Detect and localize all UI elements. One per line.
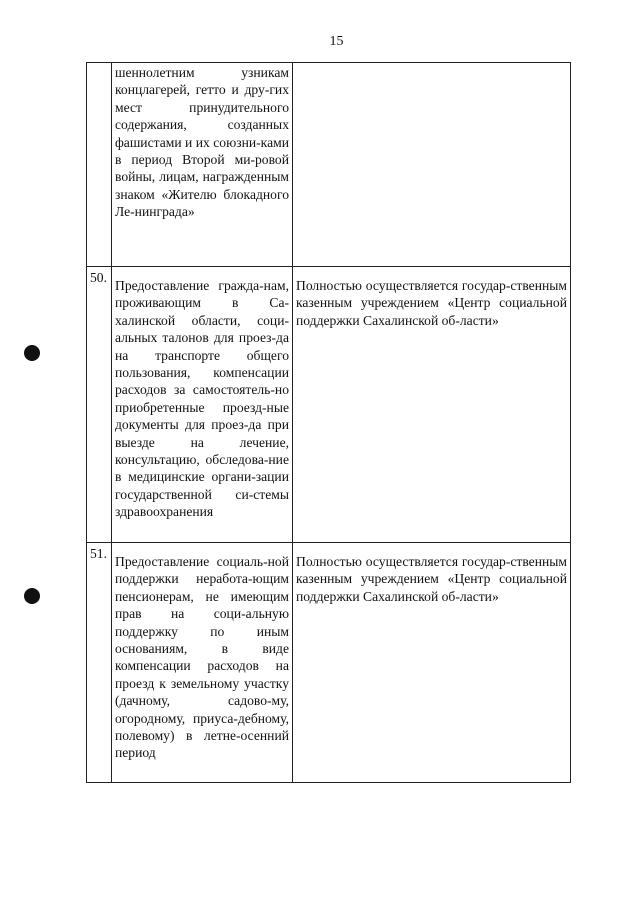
row-number-cell [87,63,112,267]
punch-hole-mark [24,345,40,361]
table-row [87,267,571,543]
service-description-cell [112,63,293,267]
row-number-cell [87,267,112,543]
table-row [87,63,571,267]
implementation-text: Полностью осуществляется государ-ственным казенным учреждением «Центр социальной поддержки Сахалинской об-ласти» [296,278,567,328]
service-description: шеннолетним узникам концлагерей, гетто и дру-гих мест принудительного содержания, созданных фашистами и их союзни-ками в период Второй ми-ровой войны, лицам, награжденным знаком «Жителю блокадного Ле-нинграда» [115,65,289,220]
row-number: 51. [90,546,107,561]
implementation-cell [293,63,571,267]
implementation-text: Полностью осуществляется государ-ственным казенным учреждением «Центр социальной поддержки Сахалинской об-ласти» [296,554,567,604]
service-description-cell [112,267,293,543]
table-row [87,543,571,783]
row-number: 50. [90,270,107,285]
service-description-cell [112,543,293,783]
services-table [86,62,571,783]
punch-hole-mark [24,588,40,604]
implementation-cell [293,267,571,543]
page-number: 15 [329,34,344,49]
implementation-cell [293,543,571,783]
row-number-cell [87,543,112,783]
service-description: Предоставление социаль-ной поддержки неработа-ющим пенсионерам, не имеющим прав на соци-альную поддержку по иным основаниям, в виде компенсации расходов на проезд к земельному участку (дачному, садово-му, огородному, приуса-дебному, полевому) в летне-осенний период [115,554,289,761]
service-description: Предоставление гражда-нам, проживающим в Са-халинской области, соци-альных талонов для проез-да на транспорте общего пользования, компенсации расходов за самостоятель-но приобретенные проезд-ные документы для проез-да при выезде на лечение, консультацию, обследова-ние в медицинские органи-зации государственной си-стемы здравоохранения [115,278,289,520]
